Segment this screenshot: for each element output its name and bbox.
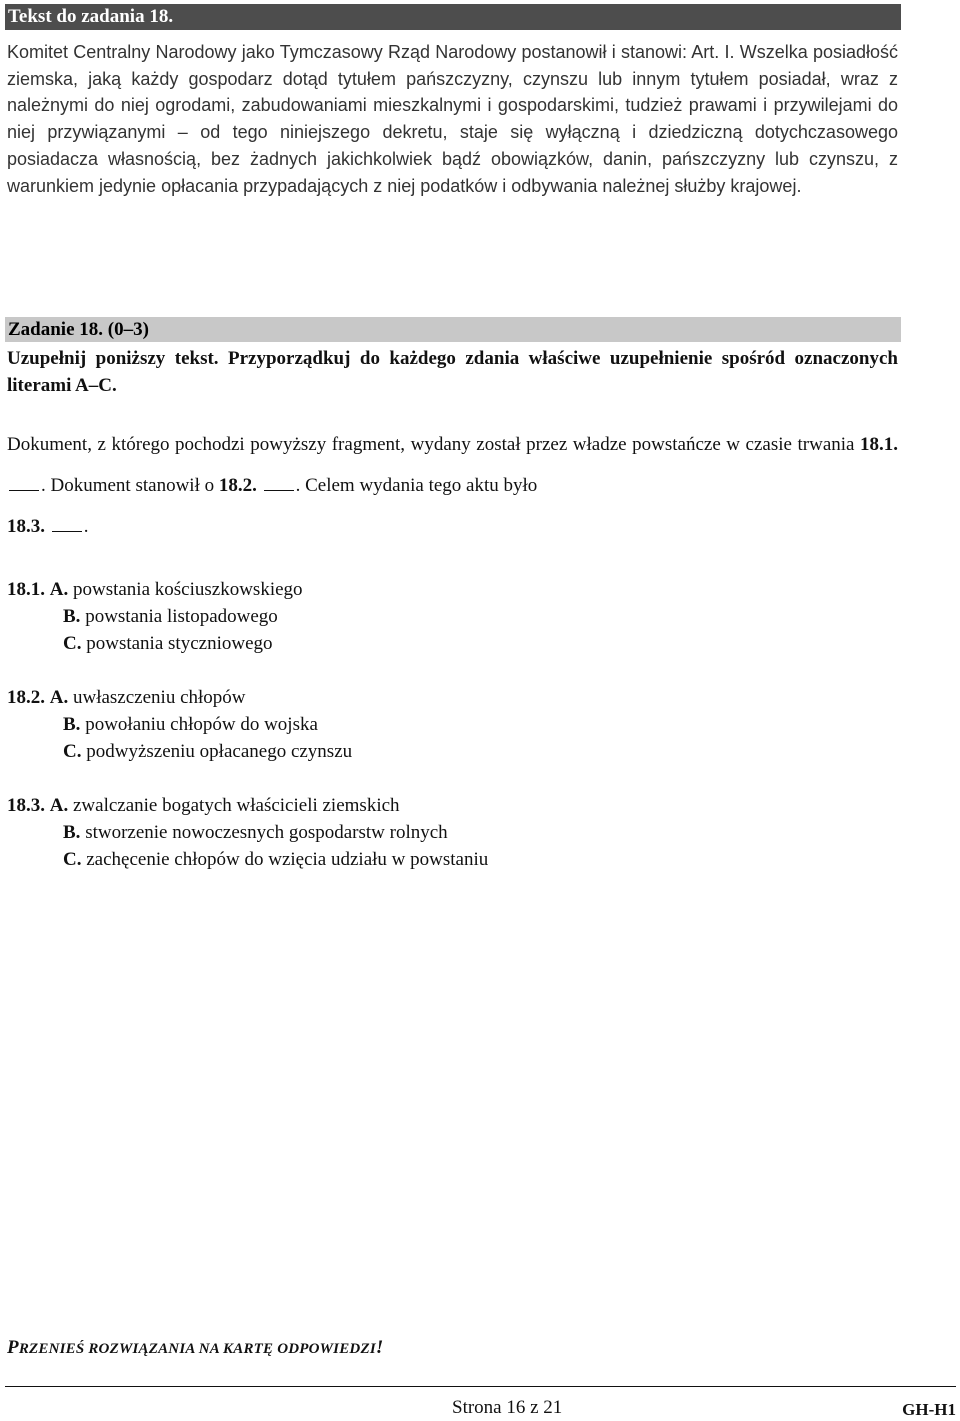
option-letter: C. bbox=[63, 633, 82, 654]
option-group-number: 18.3. bbox=[7, 795, 45, 816]
blank-1-label: 18.1. bbox=[860, 434, 899, 455]
option-text: powstania kościuszkowskiego bbox=[72, 579, 303, 600]
task-header bbox=[5, 317, 901, 342]
option-group-number: 18.1. bbox=[7, 579, 45, 600]
blank-1[interactable] bbox=[9, 476, 39, 491]
footer-divider bbox=[5, 1386, 956, 1387]
blank-3-label: 18.3. bbox=[7, 516, 45, 537]
option-letter: A. bbox=[49, 579, 69, 600]
source-text bbox=[7, 39, 898, 199]
option-letter: B. bbox=[63, 822, 81, 843]
task-text-part-3: . Celem wydania tego aktu było bbox=[295, 475, 538, 496]
page-number: Strona 16 z 21 bbox=[452, 1397, 563, 1418]
blank-3[interactable] bbox=[52, 517, 82, 532]
option-group-18-1 bbox=[7, 576, 303, 657]
option-18-3-b[interactable] bbox=[7, 819, 488, 846]
task-text bbox=[7, 424, 898, 547]
blank-2[interactable] bbox=[264, 476, 294, 491]
option-letter: B. bbox=[63, 606, 81, 627]
option-letter: A. bbox=[49, 795, 69, 816]
source-paragraph: Komitet Centralny Narodowy jako Tymczasowy Rząd Narodowy postanowił i stanowi: Art. I. Wszelka posiadłość ziemska, jaką każdy gospodarz dotąd tytułem pańszczyzny, czynszu lub innym tytułem posiadał, wraz z należnymi do niej ogrodami, zabudowaniami mieszkalnymi i gospodarskimi, tudzież prawami i przywilejami do niej przywiązanymi – od tego niniejszego dekretu, staje się wyłączną i dziedziczną dotychczasowego posiadacza własnością, bez żadnych jakichkolwiek bądź obowiązków, danin, pańszczyzny lub czynszu, z warunkiem jedynie opłacania przypadających z niej podatków i odbywania należnej służby krajowej. bbox=[7, 42, 898, 196]
option-letter: C. bbox=[63, 849, 82, 870]
option-text: powstania listopadowego bbox=[85, 606, 278, 627]
option-18-2-c[interactable] bbox=[7, 738, 352, 765]
task-text-part-4: . bbox=[83, 516, 89, 537]
task-text-part-2: . Dokument stanowił o bbox=[41, 475, 215, 496]
source-header-title: Tekst do zadania 18. bbox=[8, 6, 174, 27]
option-letter: B. bbox=[63, 714, 81, 735]
option-18-3-c[interactable] bbox=[7, 846, 488, 873]
option-group-number: 18.2. bbox=[7, 687, 45, 708]
option-text: podwyższeniu opłacanego czynszu bbox=[86, 741, 353, 762]
option-18-1-a[interactable] bbox=[7, 576, 303, 603]
exam-code: GH-H1 bbox=[902, 1400, 956, 1419]
option-18-1-b[interactable] bbox=[7, 603, 303, 630]
option-text: zwalczanie bogatych właścicieli ziemskich bbox=[72, 795, 400, 816]
note-end: ! bbox=[375, 1337, 384, 1358]
task-title: Zadanie 18. (0–3) bbox=[8, 319, 149, 340]
option-group-18-2 bbox=[7, 684, 352, 765]
task-instruction: Uzupełnij poniższy tekst. Przyporządkuj do każdego zdania właściwe uzupełnienie spośród oznaczonych literami A–C. bbox=[7, 348, 898, 396]
option-18-1-c[interactable] bbox=[7, 630, 303, 657]
option-text: powstania styczniowego bbox=[86, 633, 273, 654]
option-letter: C. bbox=[63, 741, 82, 762]
option-text: zachęcenie chłopów do wzięcia udziału w powstaniu bbox=[86, 849, 489, 870]
option-text: uwłaszczeniu chłopów bbox=[72, 687, 246, 708]
option-18-2-b[interactable] bbox=[7, 711, 352, 738]
option-group-18-3 bbox=[7, 792, 488, 873]
option-text: powołaniu chłopów do wojska bbox=[85, 714, 318, 735]
option-18-3-a[interactable] bbox=[7, 792, 488, 819]
transfer-answers-note bbox=[7, 1337, 383, 1359]
note-initial: P bbox=[7, 1337, 19, 1358]
source-header bbox=[5, 4, 901, 30]
option-text: stworzenie nowoczesnych gospodarstw rolnych bbox=[85, 822, 448, 843]
task-text-part-1: Dokument, z którego pochodzi powyższy fragment, wydany został przez władze powstańcze w czasie trwania bbox=[7, 434, 855, 455]
option-letter: A. bbox=[49, 687, 69, 708]
option-18-2-a[interactable] bbox=[7, 684, 352, 711]
note-text: RZENIEŚ ROZWIĄZANIA NA KARTĘ ODPOWIEDZI bbox=[18, 1341, 376, 1357]
blank-2-label: 18.2. bbox=[218, 475, 257, 496]
